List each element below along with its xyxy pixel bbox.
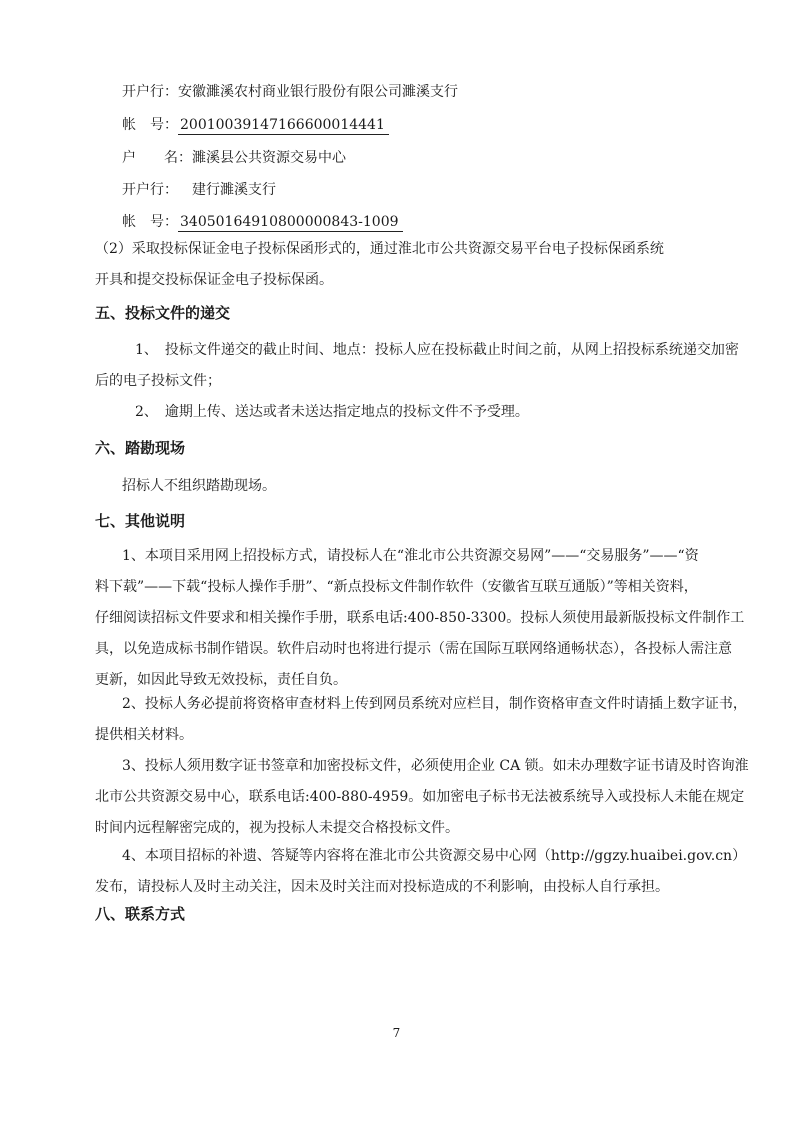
account2-value: 34050164910800000843-1009 — [178, 214, 403, 232]
section5-item2: 2、 逾期上传、送达或者未送达指定地点的投标文件不予受理。 — [135, 404, 529, 420]
account-name-label: 户 名： — [122, 150, 192, 166]
section7-paragraph-4 — [95, 841, 746, 903]
bank2-value: 建行濉溪支行 — [192, 182, 276, 198]
account1-label: 帐 号： — [122, 117, 178, 133]
account1-row — [122, 115, 389, 135]
section7-p4-line: 4、本项目招标的补遗、答疑等内容将在淮北市公共资源交易中心网（http://ggzy.huaibei.gov.cn） — [122, 848, 747, 864]
section7-heading: 七、其他说明 — [95, 512, 186, 530]
section7-p2-line: 提供相关材料。 — [95, 727, 193, 743]
account2-label: 帐 号： — [122, 214, 178, 230]
section6-heading: 六、踏勘现场 — [95, 439, 186, 457]
bank2-label: 开户行： — [122, 182, 178, 198]
section7-paragraph-2 — [95, 689, 747, 751]
account-name-value: 濉溪县公共资源交易中心 — [192, 150, 346, 166]
account2-row — [122, 212, 403, 232]
guarantee-paragraph — [95, 234, 664, 296]
section7-p1-line: 1、本项目采用网上招投标方式，请投标人在“淮北市公共资源交易网”——“交易服务”——“资 — [122, 548, 699, 564]
section8-heading: 八、联系方式 — [95, 905, 186, 923]
bank1-label: 开户行： — [122, 84, 178, 100]
section7-p1-line: 更新，如因此导致无效投标，责任自负。 — [95, 672, 347, 688]
section7-p3-line: 时间内远程解密完成的，视为投标人未提交合格投标文件。 — [95, 820, 459, 836]
section7-paragraph-1 — [95, 541, 744, 696]
section7-p1-line: 仔细阅读招标文件要求和相关操作手册，联系电话:400-850-3300。投标人须使用最新版投标文件制作工 — [95, 610, 745, 626]
section5-item1-line1: 1、 投标文件递交的截止时间、地点：投标人应在投标截止时间之前，从网上招投标系统递交加密 — [135, 342, 739, 358]
section7-paragraph-3 — [95, 751, 749, 844]
section7-p1-line: 具，以免造成标书制作错误。软件启动时也将进行提示（需在国际互联网络通畅状态），各投标人需注意 — [95, 641, 732, 657]
account1-value: 20010039147166600014441 — [178, 117, 389, 135]
page-number: 7 — [392, 1026, 401, 1040]
bank1-row — [122, 82, 458, 102]
section6-text: 招标人不组织踏勘现场。 — [122, 478, 276, 494]
bank1-value: 安徽濉溪农村商业银行股份有限公司濉溪支行 — [178, 84, 458, 100]
section7-p2-line: 2、投标人务必提前将资格审查材料上传到网员系统对应栏目，制作资格审查文件时请插上数字证书， — [122, 696, 747, 712]
bank2-row — [122, 180, 276, 200]
guarantee-line-1: （2）采取投标保证金电子投标保函形式的，通过淮北市公共资源交易平台电子投标保函系统 — [95, 241, 664, 257]
section7-p3-line: 北市公共资源交易中心，联系电话:400-880-4959。如加密电子标书无法被系统导入或投标人未能在规定 — [95, 789, 745, 805]
section7-p1-line: 料下载”——下载“投标人操作手册”、“新点投标文件制作软件（安徽省互联互通版）”等相关资料， — [95, 579, 698, 595]
section5-item1-line2: 后的电子投标文件； — [95, 373, 221, 389]
section7-p4-line: 发布，请投标人及时主动关注，因未及时关注而对投标造成的不利影响，由投标人自行承担。 — [95, 879, 669, 895]
section5-heading: 五、投标文件的递交 — [95, 304, 231, 322]
guarantee-line-2: 开具和提交投标保证金电子投标保函。 — [95, 272, 333, 288]
section7-p3-line: 3、投标人须用数字证书签章和加密投标文件，必须使用企业 CA 锁。如未办理数字证书请及时咨询淮 — [122, 758, 749, 774]
account-name-row — [122, 148, 346, 168]
